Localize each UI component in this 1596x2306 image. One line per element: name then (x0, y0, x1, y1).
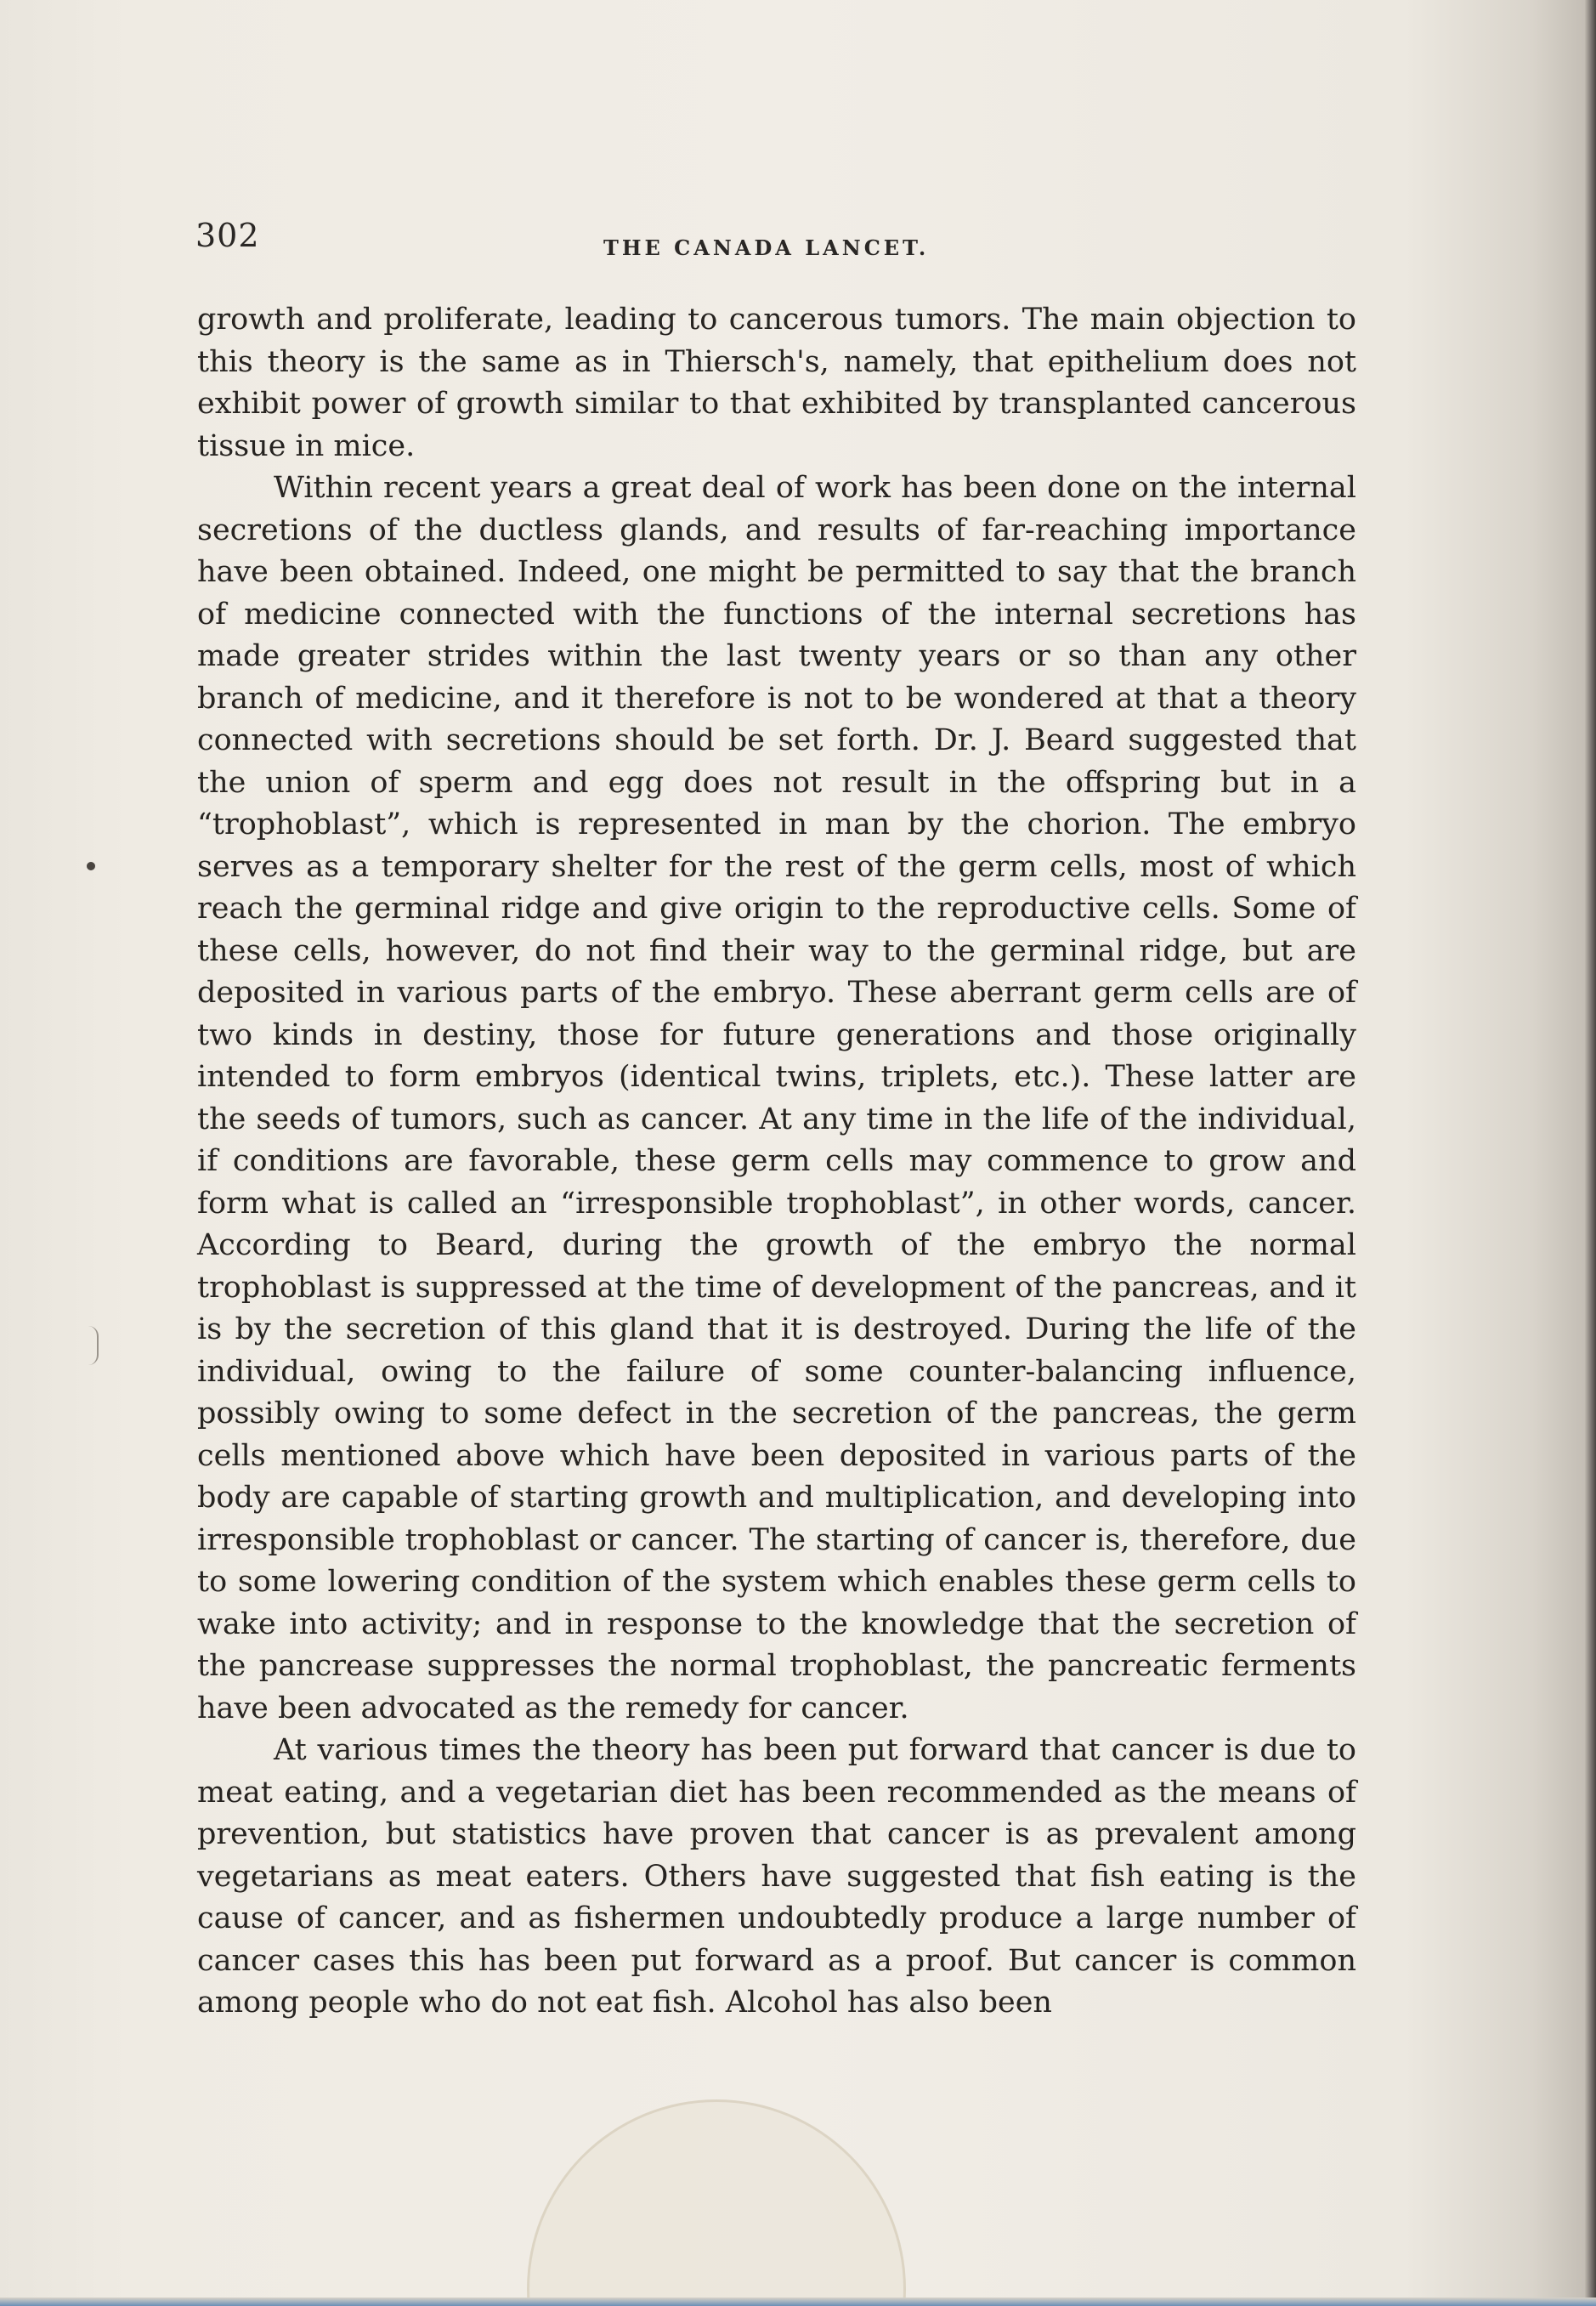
ink-spot (87, 862, 95, 870)
page-edge-shadow (1584, 0, 1596, 2306)
page-bottom-edge (0, 2298, 1596, 2306)
paragraph: growth and proliferate, leading to cancerous tumors. The main objection to this theory is the same as in Thiersch's, namely, that epithelium does not exhibit power of growth similar to that exhibited by transplanted cancerous tissue in mice. (197, 303, 1356, 463)
page-header (195, 217, 1368, 268)
paragraph: At various times the theory has been put forward that cancer is due to meat eating, and a vegetarian diet has been recommended as the means of prevention, but statistics have proven that cancer is as prevalent among vegetarians as meat eaters. Others have suggested that fish eating is the cause of cancer, and as fishermen undoubtedly produce a large number of cancer cases this has been put forward as a proof. But cancer is common among people who do not eat fish. Alcohol has also been (197, 1733, 1356, 2020)
paper-stain (527, 2099, 906, 2306)
page-number: 302 (195, 217, 260, 254)
running-head: THE CANADA LANCET. (603, 235, 930, 260)
paragraph: Within recent years a great deal of work has been done on the internal secretions of the ductless glands, and results of far-reaching importance have been obtained. Indeed, one might be permitted to say that the branch of medicine connected with the functions of the internal secretions has made greater strides within the last twenty years or so than any other branch of medicine, and it therefore is not to be wondered at that a theory connected with secretions should be set forth. Dr. J. Beard suggested that the union of sperm and egg does not result in the offspring but in a “trophoblast”, which is represented in man by the chorion. The embryo serves as a temporary shelter for the rest of the germ cells, most of which reach the germinal ridge and give origin to the reproductive cells. Some of these cells, however, do not find their way to the germinal ridge, but are deposited in various parts of the embryo. These aberrant germ cells are of two kinds in destiny, those for future generations and those originally intended to form embryos (identical twins, triplets, etc.). These latter are the seeds of tumors, such as cancer. At any time in the life of the individual, if conditions are favorable, these germ cells may commence to grow and form what is called an “irresponsible trophoblast”, in other words, cancer. According to Beard, during the growth of the embryo the normal trophoblast is suppressed at the time of development of the pancreas, and it is by the secretion of this gland that it is destroyed. During the life of the individual, owing to the failure of some counter-balancing influence, possibly owing to some defect in the secretion of the pancreas, the germ cells mentioned above which have been deposited in various parts of the body are capable of starting growth and multiplication, and developing into irresponsible trophoblast or cancer. The starting of cancer is, therefore, due to some lowering condition of the system which enables these germ cells to wake into activity; and in response to the knowledge that the secretion of the pancrease suppresses the normal trophoblast, the pancreatic ferments have been advocated as the remedy for cancer. (197, 471, 1356, 1725)
body-text (197, 299, 1356, 2025)
margin-mark (88, 1326, 99, 1365)
